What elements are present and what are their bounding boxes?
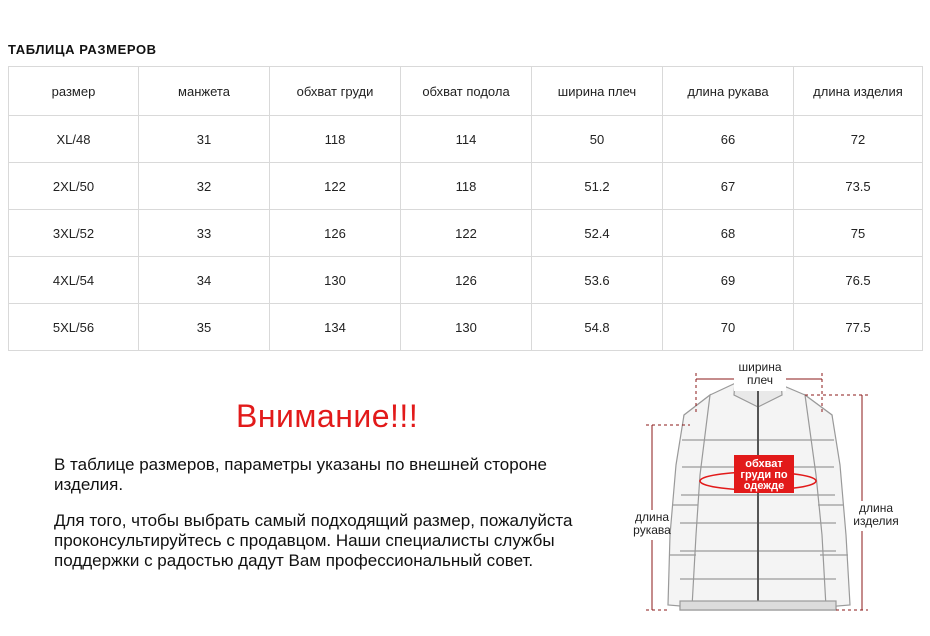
cell-shoulder: 51.2 [532,163,663,210]
cell-hem: 122 [401,210,532,257]
cell-shoulder: 50 [532,116,663,163]
attention-heading: Внимание!!! [236,398,419,434]
cell-cuff: 31 [139,116,270,163]
cell-chest: 130 [270,257,401,304]
cell-sleeve: 66 [663,116,794,163]
cell-chest: 126 [270,210,401,257]
header-cuff: манжета [139,67,270,116]
size-table [8,66,923,351]
cell-length: 76.5 [794,257,923,304]
note-consult-seller: Для того, чтобы выбрать самый подходящий размер, пожалуйста проконсультируйтесь с продавцом. Наши специалисты службы поддержки с радостью дадут Вам профессиональный совет. [54,511,573,570]
cell-length: 77.5 [794,304,923,351]
cell-length: 75 [794,210,923,257]
sleeve-label-line1: длина [634,510,670,524]
shoulder-label-line1: ширина [738,360,782,374]
cell-shoulder: 52.4 [532,210,663,257]
cell-cuff: 34 [139,257,270,304]
chest-label-line3: одежде [743,480,785,492]
length-label-line2: изделия [853,514,899,528]
cell-size: 2XL/50 [9,163,139,210]
sleeve-label-line2: рукава [633,523,671,537]
cell-sleeve: 70 [663,304,794,351]
chest-label-line1: обхват [745,458,783,470]
cell-hem: 114 [401,116,532,163]
cell-size: 4XL/54 [9,257,139,304]
cell-chest: 118 [270,116,401,163]
header-length: длина изделия [794,67,923,116]
cell-hem: 126 [401,257,532,304]
cell-hem: 118 [401,163,532,210]
cell-shoulder: 53.6 [532,257,663,304]
cell-length: 72 [794,116,923,163]
header-chest: обхват груди [270,67,401,116]
header-sleeve: длина рукава [663,67,794,116]
chest-label-line2: груди по [740,469,788,481]
table-row [9,304,923,351]
cell-sleeve: 69 [663,257,794,304]
table-header-row [9,67,923,116]
cell-cuff: 35 [139,304,270,351]
table-row [9,116,923,163]
shoulder-label-line2: плеч [746,373,774,387]
cell-hem: 130 [401,304,532,351]
cell-size: 3XL/52 [9,210,139,257]
cell-chest: 134 [270,304,401,351]
note-outer-measurements: В таблице размеров, параметры указаны по внешней стороне изделия. [54,455,548,494]
cell-shoulder: 54.8 [532,304,663,351]
cell-sleeve: 67 [663,163,794,210]
page-title: ТАБЛИЦА РАЗМЕРОВ [8,42,157,57]
cell-sleeve: 68 [663,210,794,257]
header-size: размер [9,67,139,116]
cell-chest: 122 [270,163,401,210]
table-row [9,210,923,257]
jacket-measurement-diagram [600,355,928,636]
cell-size: 5XL/56 [9,304,139,351]
header-shoulder: ширина плеч [532,67,663,116]
cell-cuff: 33 [139,210,270,257]
cell-cuff: 32 [139,163,270,210]
table-row [9,163,923,210]
table-row [9,257,923,304]
cell-length: 73.5 [794,163,923,210]
length-label-line1: длина [858,501,894,515]
cell-size: XL/48 [9,116,139,163]
header-hem: обхват подола [401,67,532,116]
